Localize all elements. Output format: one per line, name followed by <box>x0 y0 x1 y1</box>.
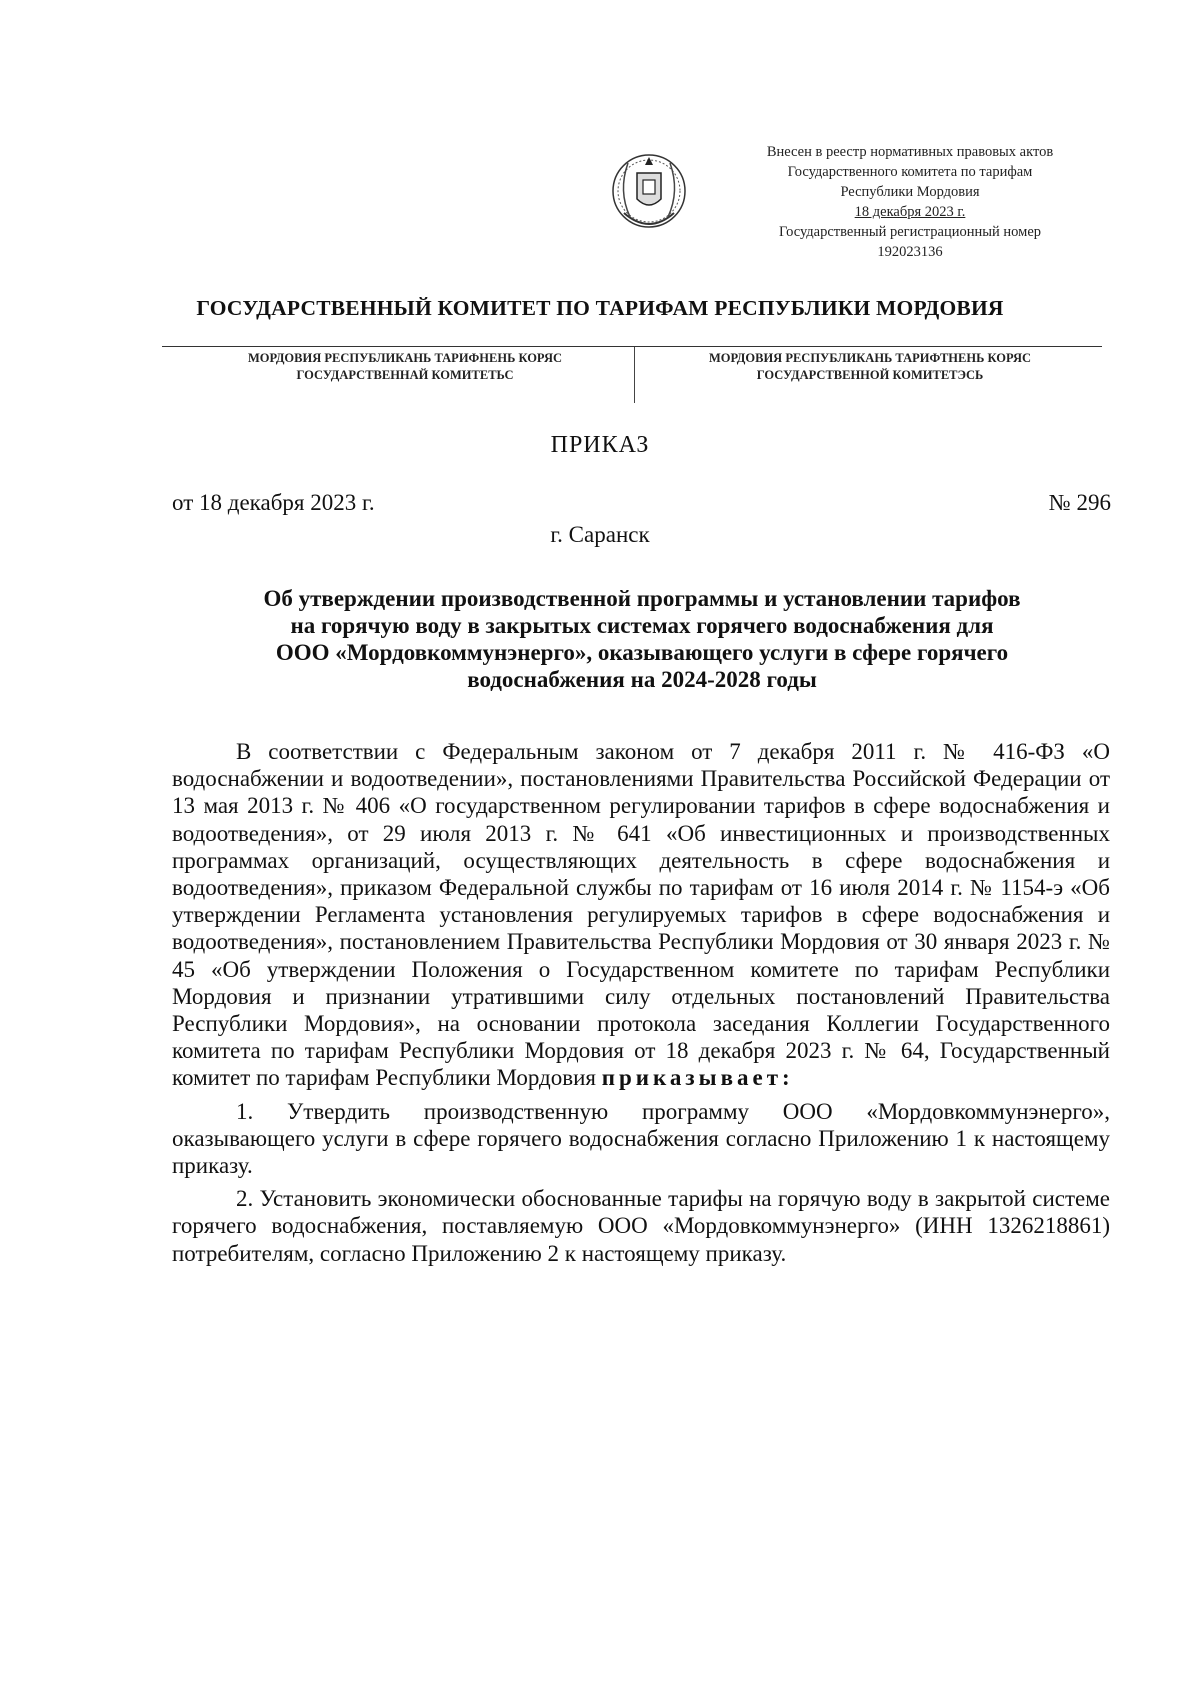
column-divider <box>634 347 635 403</box>
registry-number: 192023136 <box>877 244 943 260</box>
subhead-line: МОРДОВИЯ РЕСПУБЛИКАНЬ ТАРИФНЕНЬ КОРЯС <box>248 351 562 365</box>
preamble-paragraph <box>172 738 1110 1092</box>
order-number: № 296 <box>1048 490 1111 515</box>
order-label: ПРИКАЗ <box>550 432 650 458</box>
title-line: водоснабжения на 2024-2028 годы <box>467 667 817 692</box>
order-title <box>172 585 1112 693</box>
title-line: Об утверждении производственной программы и установлении тарифов <box>263 586 1021 611</box>
header-divider <box>162 346 1102 347</box>
order-date: от 18 декабря 2023 г. <box>172 490 375 515</box>
registry-stamp <box>730 142 1090 262</box>
order-item-2: 2. Установить экономически обоснованные тарифы на горячую воду в закрытой системе горячего водоснабжения, поставляемую ООО «Мордовкоммунэнерго» (ИНН 1326218861) потребителям, согласно Приложению 2 к настоящему приказу. <box>172 1186 1110 1266</box>
title-line: ООО «Мордовкоммунэнерго», оказывающего услуги в сфере горячего <box>275 640 1009 665</box>
order-city: г. Саранск <box>550 522 650 547</box>
subhead-line: ГОСУДАРСТВЕННОЙ КОМИТЕТЭСЬ <box>756 368 984 382</box>
subhead-line: МОРДОВИЯ РЕСПУБЛИКАНЬ ТАРИФТНЕНЬ КОРЯС <box>708 351 1032 365</box>
subhead-line: ГОСУДАРСТВЕННАЙ КОМИТЕТЬС <box>296 368 514 382</box>
orders-keyword: приказывает: <box>601 1065 794 1091</box>
title-line: на горячую воду в закрытых системах горячего водоснабжения для <box>290 613 994 638</box>
coat-of-arms-emblem <box>604 143 694 243</box>
registry-line: Государственного комитета по тарифам <box>787 164 1033 180</box>
order-body <box>172 738 1110 1267</box>
registry-line: Внесен в реестр нормативных правовых актов <box>766 144 1054 160</box>
committee-name-erzya <box>640 350 1100 384</box>
registry-line: Государственный регистрационный номер <box>778 224 1042 240</box>
preamble-text: В соответствии с Федеральным законом от 7 декабря 2011 г. № 416-ФЗ «О водоснабжении и водоотведении», постановлениями Правительства Российской Федерации от 13 мая 2013 г. № 406 «О государственном регулировании тарифов в сфере водоснабжения и водоотведения», от 29 июля 2013 г. № 641 «Об инвестиционных и производственных программах организаций, осуществляющих деятельность в сфере водоснабжения и водоотведения», приказом Федеральной службы по тарифам от 16 июля 2014 г. № 1154-э «Об утверждении Регламента установления регулируемых тарифов в сфере водоснабжения и водоотведения», постановлением Правительства Республики Мордовия от 30 января 2023 г. № 45 «Об утверждении Положения о Государственном комитете по тарифам Республики Мордовия и признании утратившими силу отдельных постановлений Правительства Республики Мордовия», на основании протокола заседания Коллегии Государственного комитета по тарифам Республики Мордовия от 18 декабря 2023 г. № 64, Государственный комитет по тарифам Республики Мордовия <box>172 739 1110 1091</box>
committee-heading: ГОСУДАРСТВЕННЫЙ КОМИТЕТ ПО ТАРИФАМ РЕСПУБЛИКИ МОРДОВИЯ <box>196 296 1004 320</box>
committee-name-moksha <box>180 350 630 384</box>
registry-line: Республики Мордовия <box>840 184 980 200</box>
order-item-1: 1. Утвердить производственную программу ООО «Мордовкоммунэнерго», оказывающего услуги в сфере горячего водоснабжения согласно Приложению 1 к настоящему приказу. <box>172 1098 1110 1179</box>
registry-date: 18 декабря 2023 г. <box>854 204 966 220</box>
